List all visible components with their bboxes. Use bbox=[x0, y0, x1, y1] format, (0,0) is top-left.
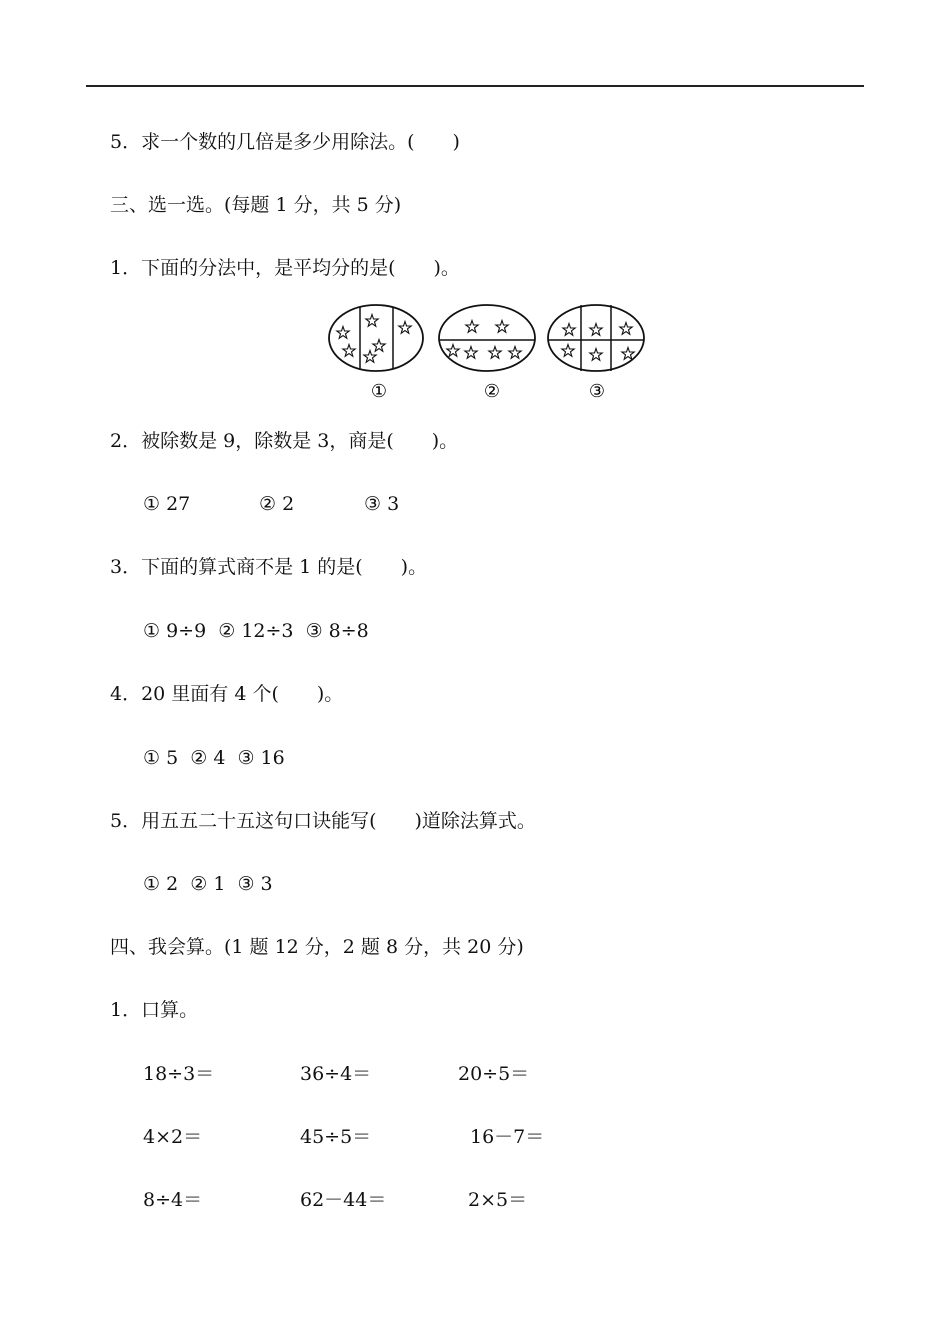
q5-options: ① 2 ② 1 ③ 3 bbox=[143, 873, 273, 895]
oval-3-label: ③ bbox=[588, 381, 606, 402]
calc-item: 20÷5＝ bbox=[458, 1063, 530, 1085]
oval-2-label: ② bbox=[483, 381, 501, 402]
q2-option-2: ② 2 bbox=[259, 493, 295, 515]
q3-options: ① 9÷9 ② 12÷3 ③ 8÷8 bbox=[143, 620, 369, 642]
calc-item: 36÷4＝ bbox=[300, 1063, 372, 1085]
oval-1 bbox=[329, 305, 423, 371]
oval-2 bbox=[439, 305, 535, 371]
calc-item: 45÷5＝ bbox=[300, 1126, 372, 1148]
calc-item: 8÷4＝ bbox=[143, 1189, 203, 1211]
calc-question-1: 1．口算。 bbox=[110, 999, 199, 1021]
choice-question-1: 1．下面的分法中，是平均分的是( )。 bbox=[110, 257, 460, 279]
calc-item: 4×2＝ bbox=[143, 1126, 203, 1148]
choice-question-2: 2．被除数是 9，除数是 3，商是( )。 bbox=[110, 430, 459, 452]
header-rule bbox=[86, 85, 864, 87]
calc-item: 62－44＝ bbox=[300, 1189, 387, 1211]
q2-option-3: ③ 3 bbox=[364, 493, 400, 515]
q2-option-1: ① 27 bbox=[143, 493, 191, 515]
division-figure bbox=[322, 300, 652, 405]
choice-question-5: 5．用五五二十五这句口诀能写( )道除法算式。 bbox=[110, 810, 536, 832]
choice-question-4: 4．20 里面有 4 个( )。 bbox=[110, 683, 344, 705]
calc-item: 16－7＝ bbox=[470, 1126, 545, 1148]
judge-question-5: 5．求一个数的几倍是多少用除法。( ) bbox=[110, 131, 460, 153]
oval-1-label: ① bbox=[370, 381, 388, 402]
calc-item: 2×5＝ bbox=[468, 1189, 528, 1211]
oval-3 bbox=[548, 305, 644, 371]
calc-item: 18÷3＝ bbox=[143, 1063, 215, 1085]
section-3-title: 三、选一选。(每题 1 分，共 5 分) bbox=[110, 194, 402, 216]
section-4-title: 四、我会算。(1 题 12 分，2 题 8 分，共 20 分) bbox=[110, 936, 524, 958]
choice-question-3: 3．下面的算式商不是 1 的是( )。 bbox=[110, 556, 428, 578]
q4-options: ① 5 ② 4 ③ 16 bbox=[143, 747, 285, 769]
